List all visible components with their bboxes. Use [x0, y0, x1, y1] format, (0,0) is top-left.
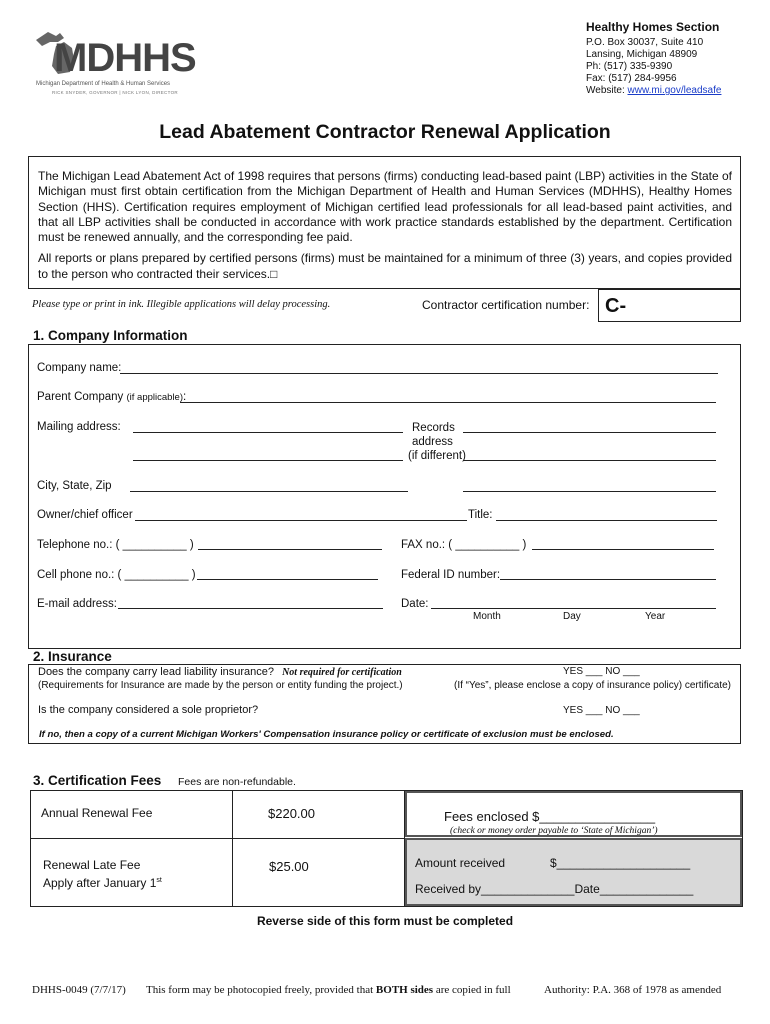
mdhhs-logo	[34, 28, 194, 98]
fees-enclosed-field[interactable]: Fees enclosed $________________	[444, 809, 656, 824]
insurance-heading: 2. Insurance	[33, 649, 112, 664]
parent-company-label: Parent Company (if applicable):	[37, 391, 187, 403]
phone-line: Ph: (517) 335-9390	[586, 61, 673, 72]
logo-tagline: RICK SNYDER, GOVERNOR | NICK LYON, DIRECTOR	[52, 90, 178, 95]
sole-proprietor-question: Is the company considered a sole proprietor?	[38, 704, 259, 716]
received-by-field[interactable]: Received by______________Date______________	[415, 882, 694, 896]
date-field[interactable]	[431, 608, 716, 609]
cert-prefix: C-	[605, 295, 627, 317]
company-name-label: Company name:	[37, 362, 122, 374]
records-address-label: Records address (if different)	[408, 422, 466, 462]
owner-label: Owner/chief officer	[37, 509, 133, 521]
fees-table-hline	[30, 838, 405, 839]
mailing-address-field-1[interactable]	[133, 432, 403, 433]
telephone-label: Telephone no.: ( __________ )	[37, 539, 194, 551]
title-field[interactable]	[496, 520, 717, 521]
city-line: Lansing, Michigan 48909	[586, 49, 698, 60]
page-title: Lead Abatement Contractor Renewal Application	[159, 121, 611, 143]
sole-proprietor-yes-no[interactable]: YES ___ NO ___	[563, 705, 640, 716]
records-address-field-1[interactable]	[463, 432, 716, 433]
logo-subtitle: Michigan Department of Health & Human Services	[36, 81, 171, 87]
cert-number-field[interactable]	[598, 289, 741, 322]
federal-id-label: Federal ID number:	[401, 569, 501, 581]
payable-note: (check or money order payable to ‘State of Michigan’)	[450, 826, 658, 836]
annual-fee-label: Annual Renewal Fee	[41, 806, 153, 820]
title-label: Title:	[468, 509, 493, 521]
website-line	[586, 85, 766, 97]
intro-paragraph-1: The Michigan Lead Abatement Act of 1998 requires that persons (firms) conducting lead-based paint (LBP) activities in the State of Michigan must first obtain certification from the Michigan Department of Health and Human Services (MDHHS), Healthy Homes Section (HHS). Certification requires employment of Michigan certified lead professionals for all lead-based paint activities, and that all LBP activities shall be conducted in accordance with work practice standards established by the department. Certification must be renewed annually, and the corresponding fee paid.	[38, 169, 732, 245]
po-box: P.O. Box 30037, Suite 410	[586, 37, 704, 48]
instructions: Please type or print in ink. Illegible applications will delay processing.	[32, 299, 331, 310]
fax-line: Fax: (517) 284-9956	[586, 73, 677, 84]
late-fee-amount: $25.00	[269, 859, 309, 874]
email-label: E-mail address:	[37, 598, 117, 610]
workers-comp-note: If no, then a copy of a current Michigan Workers' Compensation insurance policy or certificate of exclusion must be enclosed.	[39, 729, 614, 740]
cert-number-label: Contractor certification number:	[422, 298, 590, 312]
date-day: Day	[563, 611, 581, 622]
amount-received-field[interactable]: $____________________	[550, 856, 691, 870]
company-info-heading: 1. Company Information	[33, 328, 188, 343]
authority-note: Authority: P.A. 368 of 1978 as amended	[544, 984, 722, 996]
cell-field[interactable]	[197, 579, 378, 580]
cell-label: Cell phone no.: ( __________ )	[37, 569, 196, 581]
date-year: Year	[645, 611, 666, 622]
header-address	[586, 20, 766, 97]
fees-heading: 3. Certification Fees	[33, 773, 162, 788]
insurance-requirements: (Requirements for Insurance are made by the person or entity funding the project.)	[38, 680, 403, 691]
intro-box	[28, 156, 741, 289]
city-state-zip-label: City, State, Zip	[37, 480, 112, 492]
website-link[interactable]: www.mi.gov/leadsafe	[627, 85, 722, 96]
reverse-side-note: Reverse side of this form must be completed	[256, 914, 514, 928]
fees-note: Fees are non-refundable.	[178, 776, 296, 788]
insurance-q1: Does the company carry lead liability insurance? Not required for certification	[38, 666, 402, 678]
mailing-address-label: Mailing address:	[37, 421, 121, 433]
records-address-field-2[interactable]	[463, 460, 716, 461]
fees-table-vline-1	[232, 790, 233, 907]
company-info-box	[28, 344, 741, 649]
owner-field[interactable]	[135, 520, 467, 521]
section-name: Healthy Homes Section	[586, 20, 720, 34]
fax-field[interactable]	[532, 549, 714, 550]
amount-received-label: Amount received	[415, 856, 506, 870]
telephone-field[interactable]	[198, 549, 382, 550]
date-month: Month	[473, 611, 501, 622]
insurance-yes-no[interactable]: YES ___ NO ___	[563, 666, 640, 677]
date-label: Date:	[401, 598, 429, 610]
annual-fee-amount: $220.00	[268, 806, 315, 821]
website-label: Website:	[586, 85, 625, 96]
late-fee-label: Renewal Late Fee Apply after January 1st	[43, 858, 162, 890]
federal-id-field[interactable]	[500, 579, 716, 580]
city-state-zip-field[interactable]	[130, 491, 408, 492]
intro-paragraph-2: All reports or plans prepared by certified persons (firms) must be maintained for a minimum of three (3) years, and copies provided to the person who contracted their services.□	[38, 251, 732, 281]
form-id: DHHS-0049 (7/7/17)	[32, 984, 126, 996]
logo-brand: MDHHS	[54, 36, 196, 80]
parent-company-field[interactable]	[180, 402, 716, 403]
company-name-field[interactable]	[120, 373, 718, 374]
records-city-state-zip-field[interactable]	[463, 491, 716, 492]
insurance-if-yes: (If “Yes”, please enclose a copy of insurance policy) certificate)	[454, 680, 731, 691]
fax-label: FAX no.: ( __________ )	[401, 539, 527, 551]
email-field[interactable]	[118, 608, 383, 609]
photocopy-note: This form may be photocopied freely, provided that BOTH sides are copied in full	[146, 984, 511, 996]
mailing-address-field-2[interactable]	[133, 460, 403, 461]
